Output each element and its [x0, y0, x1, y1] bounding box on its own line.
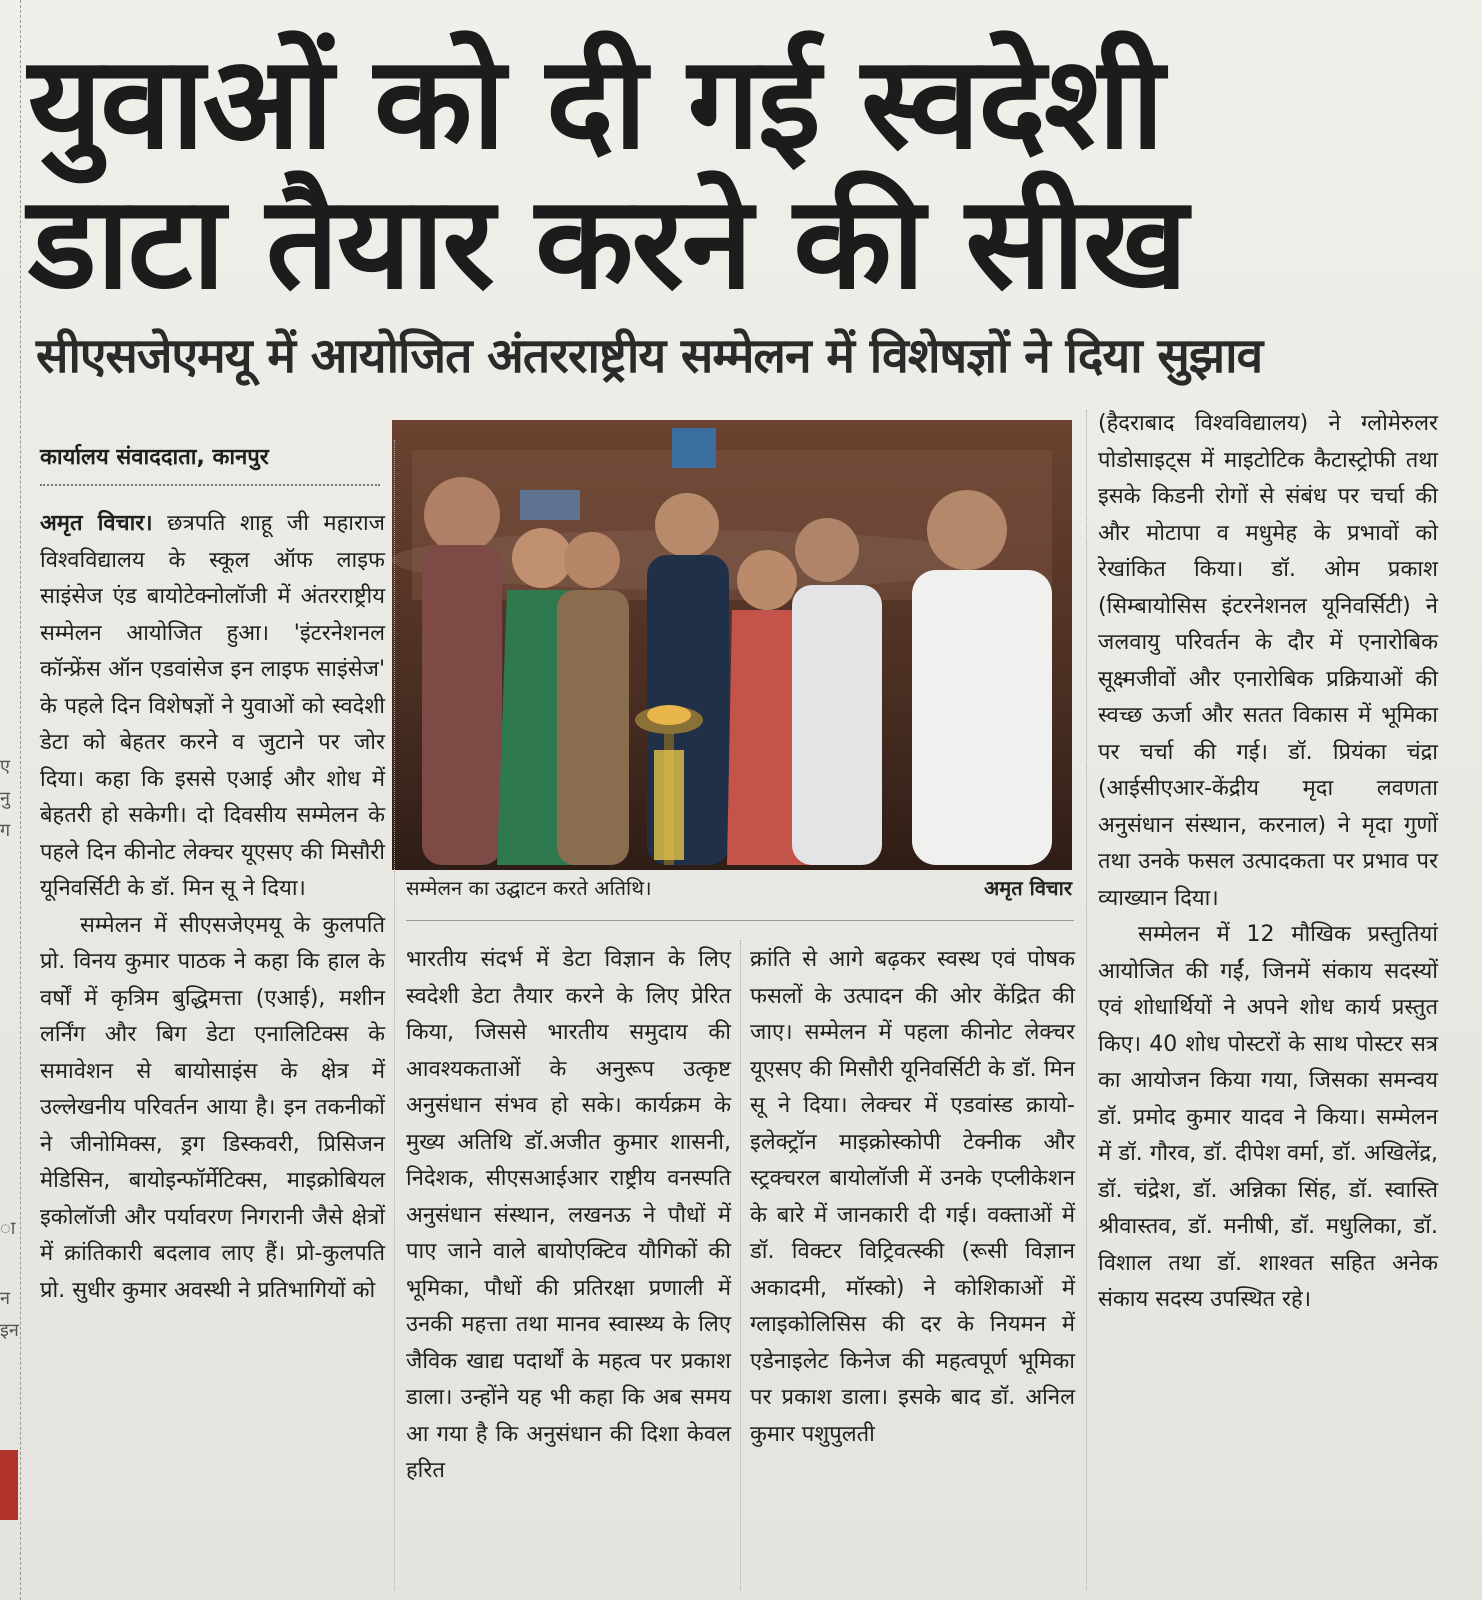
edge-red-block [0, 1450, 18, 1520]
article-paragraph: सम्मेलन में 12 मौखिक प्रस्तुतियां आयोजित की गईं, जिनमें संकाय सदस्यों एवं शोधार्थियों ने अपने शोध कार्य प्रस्तुत किए। 40 शोध पोस्टरों के साथ पोस्टर सत्र का आयोजन किया गया, जिसका समन्वय डॉ. प्रमोद कुमार यादव ने किया। सम्मेलन में डॉ. गौरव, डॉ. दीपेश वर्मा, डॉ. अखिलेंद्र, डॉ. चंद्रेश, डॉ. अन्निका सिंह, डॉ. स्वास्ति श्रीवास्तव, डॉ. मनीषी, डॉ. मधुलिका, डॉ. विशाल तथा डॉ. शाश्वत सहित अनेक संकाय सदस्य उपस्थित रहे। [1098, 922, 1438, 1312]
article-column-4 [1098, 406, 1438, 1319]
article-paragraph: सम्मेलन में सीएसजेएमयू के कुलपति प्रो. विनय कुमार पाठक ने कहा कि हाल के वर्षों में कृत्रिम बुद्धिमत्ता (एआई), मशीन लर्निंग और बिग डेटा एनालिटिक्स के समावेशन से बायोसाइंस के क्षेत्र में उल्लेखनीय परिवर्तन आया है। इन तकनीकों ने जीनोमिक्स, ड्रग डिस्कवरी, प्रिसिजन मेडिसिन, बायोइन्फॉर्मेटिक्स, माइक्रोबियल इकोलॉजी और पर्यावरण निगरानी जैसे क्षेत्रों में क्रांतिकारी बदलाव लाए हैं। प्रो-कुलपति प्रो. सुधीर कुमार अवस्थी ने प्रतिभागियों को [40, 912, 385, 1303]
column-divider [740, 940, 741, 1590]
lamp-lighting-photo-illustration [392, 420, 1072, 870]
article-paragraph: क्रांति से आगे बढ़कर स्वस्थ एवं पोषक फसलों के उत्पादन की ओर केंद्रित की जाए। सम्मेलन में पहला कीनोट लेक्चर यूएसए की मिसौरी यूनिवर्सिटी के डॉ. मिन सू ने दिया। लेक्चर में एडवांस्ड क्रायो-इलेक्ट्रॉन माइक्रोस्कोपी टेक्नीक और स्ट्रक्चरल बायोलॉजी में उनके एप्लीकेशन के बारे में जानकारी दी गई। वक्ताओं में डॉ. विक्टर विट्रिवत्स्की (रूसी विज्ञान अकादमी, मॉस्को) ने कोशिकाओं में ग्लाइकोलिसिस की दर के नियमन में एडेनाइलेट किनेज की महत्वपूर्ण भूमिका पर प्रकाश डाला। इसके बाद डॉ. अनिल कुमार पशुपुलती [750, 947, 1075, 1447]
article-paragraph: भारतीय संदर्भ में डेटा विज्ञान के लिए स्वदेशी डेटा तैयार करने के लिए प्रेरित किया, जिससे भारतीय समुदाय की आवश्यकताओं के अनुरूप उत्कृष्ट अनुसंधान संभव हो सके। कार्यक्रम के मुख्य अतिथि डॉ.अजीत कुमार शासनी, निदेशक, सीएसआईआर राष्ट्रीय वनस्पति अनुसंधान संस्थान, लखनऊ ने पौधों में पाए जाने वाले बायोएक्टिव यौगिकों की भूमिका, पौधों की प्रतिरक्षा प्रणाली में उनकी महत्ता तथा मानव स्वास्थ्य के लिए जैविक खाद्य पदार्थों के महत्व पर प्रकाश डाला। उन्होंने यह भी कहा कि अब समय आ गया है कि अनुसंधान की दिशा केवल हरित [406, 947, 731, 1483]
edge-text-fragment: न [0, 1288, 10, 1309]
photo-caption: सम्मेलन का उद्घाटन करते अतिथि। [406, 876, 652, 900]
edge-text-fragment: नु [0, 788, 10, 809]
edge-text-fragment: ा [0, 1218, 16, 1239]
article-paragraph: (हैदराबाद विश्वविद्यालय) ने ग्लोमेरुलर पोडोसाइट्स में माइटोटिक कैटास्ट्रोफी तथा इसके किडनी रोगों से संबंध पर चर्चा की और मोटापा व मधुमेह के प्रभावों को रेखांकित किया। डॉ. ओम प्रकाश (सिम्बायोसिस इंटरनेशनल यूनिवर्सिटी) ने जलवायु परिवर्तन के दौर में एनारोबिक सूक्ष्मजीवों और एनारोबिक प्रक्रियाओं की स्वच्छ ऊर्जा और सतत विकास में भूमिका पर चर्चा की गई। डॉ. प्रियंका चंद्रा (आईसीएआर-केंद्रीय मृदा लवणता अनुसंधान संस्थान, करनाल) ने मृदा गुणों तथा उनके फसल उत्पादकता पर प्रभाव पर व्याख्यान दिया। [1098, 411, 1438, 911]
event-photo [392, 420, 1072, 870]
edge-text-fragment: ए [0, 756, 10, 777]
edge-text-fragment: ग [0, 820, 11, 841]
subheadline: सीएसजेएमयू में आयोजित अंतरराष्ट्रीय सम्मेलन में विशेषज्ञों ने दिया सुझाव [36, 328, 1263, 384]
byline: कार्यालय संवाददाता, कानपुर [40, 440, 380, 486]
article-paragraph [40, 506, 385, 908]
photo-caption-bar [406, 876, 1076, 916]
edge-text-fragment: इन [0, 1320, 19, 1341]
article-column-2 [406, 942, 731, 1490]
photo-credit: अमृत विचार [984, 876, 1072, 900]
headline-line-2: डाटा तैयार करने की सीख [28, 169, 1186, 318]
caption-divider [406, 920, 1074, 921]
lead-source: अमृत विचार। [40, 511, 153, 536]
article-column-3 [750, 942, 1075, 1453]
headline-line-1: युवाओं को दी गई स्वदेशी [28, 29, 1163, 178]
paragraph-text: छत्रपति शाहू जी महाराज विश्वविद्यालय के स्कूल ऑफ लाइफ साइंसेज एंड बायोटेक्नोलॉजी में अंतरराष्ट्रीय सम्मेलन आयोजित हुआ। 'इंटरनेशनल कॉन्फ्रेंस ऑन एडवांसेज इन लाइफ साइंसेज' के पहले दिन विशेषज्ञों ने युवाओं को स्वदेशी डेटा को बेहतर करने व जुटाने पर जोर दिया। कहा कि इससे एआई और शोध में बेहतरी हो सकेगी। दो दिवसीय सम्मेलन के पहले दिन कीनोट लेक्चर यूएसए की मिसौरी यूनिवर्सिटी के डॉ. मिन सू ने दिया। [40, 511, 385, 901]
column-divider [1086, 410, 1087, 1590]
column-divider [394, 440, 395, 1590]
article-column-1 [40, 506, 385, 1309]
